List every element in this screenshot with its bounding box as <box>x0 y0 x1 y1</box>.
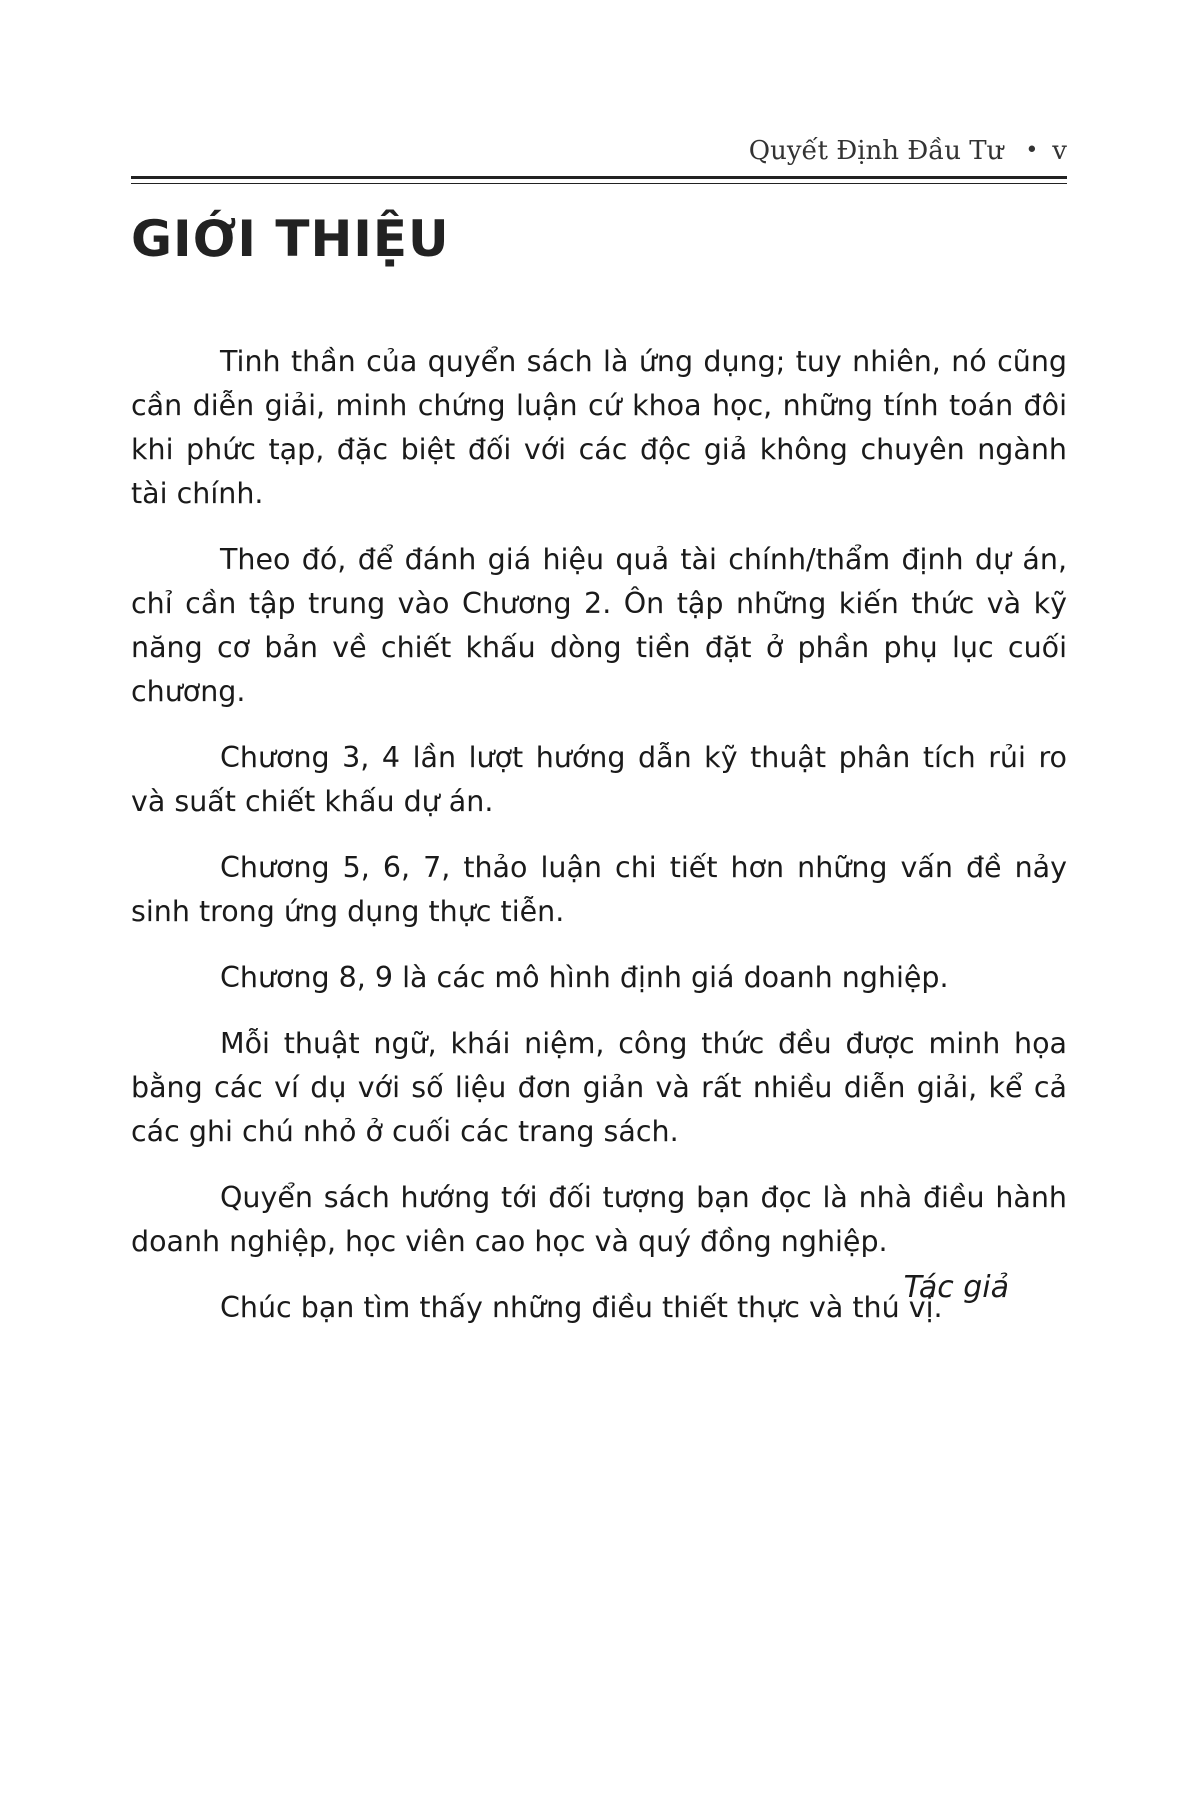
book-title: Quyết Định Đầu Tư <box>748 136 1004 166</box>
page-number: v <box>1052 136 1067 166</box>
paragraph: Chương 5, 6, 7, thảo luận chi tiết hơn những vấn đề nảy sinh trong ứng dụng thực tiễn. <box>131 851 1067 928</box>
paragraph: Mỗi thuật ngữ, khái niệm, công thức đều được minh họa bằng các ví dụ với số liệu đơn giản và rất nhiều diễn giải, kể cả các ghi chú nhỏ ở cuối các trang sách. <box>131 1027 1067 1148</box>
paragraph: Theo đó, để đánh giá hiệu quả tài chính/thẩm định dự án, chỉ cần tập trung vào Chương 2. Ôn tập những kiến thức và kỹ năng cơ bản về chiết khấu dòng tiền đặt ở phần phụ lục cuối chương. <box>131 543 1067 708</box>
paragraph: Tinh thần của quyển sách là ứng dụng; tuy nhiên, nó cũng cần diễn giải, minh chứng luận cứ khoa học, những tính toán đôi khi phức tạp, đặc biệt đối với các độc giả không chuyên ngành tài chính. <box>131 345 1067 510</box>
paragraph: Chương 8, 9 là các mô hình định giá doanh nghiệp. <box>220 961 949 994</box>
paragraph: Chương 3, 4 lần lượt hướng dẫn kỹ thuật phân tích rủi ro và suất chiết khấu dự án. <box>131 741 1067 818</box>
chapter-title: GIỚI THIỆU <box>131 210 450 268</box>
body-text <box>131 340 1067 1352</box>
header-rule-thick <box>131 176 1067 179</box>
header-rule-thin <box>131 183 1067 184</box>
paragraph: Quyển sách hướng tới đối tượng bạn đọc là nhà điều hành doanh nghiệp, học viên cao học và quý đồng nghiệp. <box>131 1181 1067 1258</box>
header-separator: • <box>1025 138 1039 163</box>
running-header <box>131 136 1067 166</box>
author-signature: Tác giả <box>903 1270 1009 1305</box>
paragraph: Chúc bạn tìm thấy những điều thiết thực và thú vị. <box>220 1291 943 1324</box>
